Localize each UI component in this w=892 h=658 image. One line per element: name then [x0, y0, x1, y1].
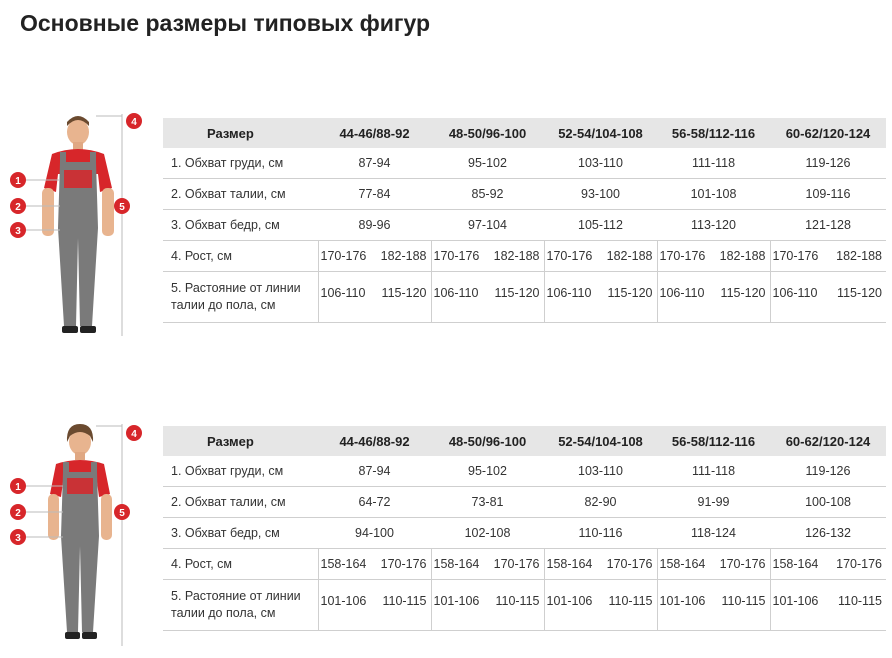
column-header-size-range: 56-58/112-116	[657, 118, 770, 148]
cell-value: 115-120	[607, 286, 653, 300]
female-figure-illustration	[0, 418, 160, 650]
cell-value: 106-110	[772, 286, 818, 300]
table-cell: 111-118	[657, 148, 770, 179]
table-cell: 89-96	[318, 210, 431, 241]
cell-value: 170-176	[320, 249, 367, 263]
column-header-size-range: 60-62/120-124	[770, 426, 886, 456]
cell-value: 182-188	[606, 249, 653, 263]
svg-text:3: 3	[15, 533, 21, 544]
cell-value: 115-120	[381, 286, 427, 300]
cell-value: 158-164	[772, 557, 819, 571]
cell-value: 170-176	[433, 249, 480, 263]
table-row	[163, 518, 886, 549]
cell-value: 101-106	[320, 594, 367, 608]
row-label: 3. Обхват бедр, см	[163, 518, 318, 549]
size-table-female	[163, 426, 886, 631]
table-cell	[657, 580, 770, 631]
table-cell: 111-118	[657, 456, 770, 487]
marker-2	[10, 198, 26, 214]
marker-1	[10, 478, 26, 494]
cell-value: 170-176	[659, 249, 706, 263]
table-cell	[318, 272, 431, 323]
table-row	[163, 179, 886, 210]
cell-value: 158-164	[320, 557, 367, 571]
table-cell: 82-90	[544, 487, 657, 518]
table-row	[163, 487, 886, 518]
row-label: 3. Обхват бедр, см	[163, 210, 318, 241]
table-cell: 103-110	[544, 456, 657, 487]
table-cell	[544, 272, 657, 323]
table-cell: 105-112	[544, 210, 657, 241]
table-row	[163, 210, 886, 241]
column-header-size-range: 52-54/104-108	[544, 118, 657, 148]
table-cell: 94-100	[318, 518, 431, 549]
svg-text:3: 3	[15, 226, 21, 237]
svg-text:4: 4	[131, 429, 137, 440]
table-cell: 87-94	[318, 148, 431, 179]
table-row	[163, 580, 886, 631]
row-label: 1. Обхват груди, см	[163, 456, 318, 487]
cell-value: 170-176	[493, 557, 540, 571]
table-cell: 121-128	[770, 210, 886, 241]
cell-value: 170-176	[380, 557, 427, 571]
table-cell: 77-84	[318, 179, 431, 210]
cell-value: 182-188	[493, 249, 540, 263]
table-cell: 118-124	[657, 518, 770, 549]
cell-value: 170-176	[719, 557, 766, 571]
page-title: Основные размеры типовых фигур	[20, 10, 431, 36]
column-header-size: Размер	[163, 426, 318, 456]
marker-5	[114, 504, 130, 520]
column-header-size-range: 56-58/112-116	[657, 426, 770, 456]
table-cell	[657, 272, 770, 323]
cell-value: 170-176	[836, 557, 882, 571]
svg-text:5: 5	[119, 202, 125, 213]
cell-value: 106-110	[433, 286, 479, 300]
table-cell: 109-116	[770, 179, 886, 210]
cell-value: 110-115	[608, 594, 653, 608]
table-cell: 87-94	[318, 456, 431, 487]
cell-value: 170-176	[772, 249, 819, 263]
column-header-size: Размер	[163, 118, 318, 148]
cell-value: 110-115	[721, 594, 766, 608]
table-cell	[431, 272, 544, 323]
svg-text:2: 2	[15, 202, 21, 213]
row-label: 5. Растояние от линии талии до пола, см	[163, 580, 318, 631]
table-cell: 95-102	[431, 456, 544, 487]
row-label: 5. Растояние от линии талии до пола, см	[163, 272, 318, 323]
table-cell: 102-108	[431, 518, 544, 549]
table-cell	[431, 241, 544, 272]
table-cell: 103-110	[544, 148, 657, 179]
cell-value: 170-176	[546, 249, 593, 263]
row-label: 2. Обхват талии, см	[163, 179, 318, 210]
table-cell: 113-120	[657, 210, 770, 241]
table-cell	[770, 272, 886, 323]
cell-value: 110-115	[495, 594, 540, 608]
table-cell	[657, 241, 770, 272]
svg-text:1: 1	[15, 176, 21, 187]
cell-value: 101-106	[772, 594, 819, 608]
column-header-size-range: 44-46/88-92	[318, 426, 431, 456]
column-header-size-range: 60-62/120-124	[770, 118, 886, 148]
male-figure-illustration	[0, 108, 160, 340]
marker-5	[114, 198, 130, 214]
marker-1	[10, 172, 26, 188]
cell-value: 115-120	[494, 286, 540, 300]
table-cell	[657, 549, 770, 580]
table-cell: 64-72	[318, 487, 431, 518]
table-cell: 110-116	[544, 518, 657, 549]
cell-value: 182-188	[836, 249, 882, 263]
cell-value: 110-115	[837, 594, 882, 608]
row-label: 4. Рост, см	[163, 549, 318, 580]
table-cell: 101-108	[657, 179, 770, 210]
table-row	[163, 272, 886, 323]
table-cell: 119-126	[770, 456, 886, 487]
table-cell: 91-99	[657, 487, 770, 518]
row-label: 4. Рост, см	[163, 241, 318, 272]
row-label: 1. Обхват груди, см	[163, 148, 318, 179]
table-cell: 73-81	[431, 487, 544, 518]
cell-value: 170-176	[606, 557, 653, 571]
table-cell	[770, 580, 886, 631]
table-cell: 100-108	[770, 487, 886, 518]
table-cell	[318, 549, 431, 580]
table-cell	[431, 549, 544, 580]
table-row	[163, 549, 886, 580]
svg-text:5: 5	[119, 508, 125, 519]
cell-value: 106-110	[659, 286, 705, 300]
cell-value: 101-106	[659, 594, 706, 608]
marker-3	[10, 222, 26, 238]
cell-value: 106-110	[320, 286, 366, 300]
table-cell: 95-102	[431, 148, 544, 179]
table-row	[163, 148, 886, 179]
cell-value: 182-188	[380, 249, 427, 263]
cell-value: 115-120	[837, 286, 882, 300]
svg-text:2: 2	[15, 508, 21, 519]
cell-value: 115-120	[720, 286, 766, 300]
cell-value: 158-164	[546, 557, 593, 571]
column-header-size-range: 52-54/104-108	[544, 426, 657, 456]
column-header-size-range: 48-50/96-100	[431, 118, 544, 148]
marker-2	[10, 504, 26, 520]
table-cell: 85-92	[431, 179, 544, 210]
table-row	[163, 456, 886, 487]
column-header-size-range: 48-50/96-100	[431, 426, 544, 456]
table-header-row	[163, 118, 886, 148]
table-cell	[318, 580, 431, 631]
table-cell	[544, 241, 657, 272]
table-cell	[318, 241, 431, 272]
column-header-size-range: 44-46/88-92	[318, 118, 431, 148]
table-cell: 97-104	[431, 210, 544, 241]
cell-value: 106-110	[546, 286, 592, 300]
svg-text:1: 1	[15, 482, 21, 493]
table-cell: 126-132	[770, 518, 886, 549]
table-cell	[770, 241, 886, 272]
svg-text:4: 4	[131, 117, 137, 128]
size-table-male	[163, 118, 886, 323]
table-cell: 93-100	[544, 179, 657, 210]
cell-value: 182-188	[719, 249, 766, 263]
table-row	[163, 241, 886, 272]
table-cell	[431, 580, 544, 631]
cell-value: 110-115	[382, 594, 427, 608]
cell-value: 158-164	[433, 557, 480, 571]
table-cell: 119-126	[770, 148, 886, 179]
marker-3	[10, 529, 26, 545]
cell-value: 101-106	[546, 594, 593, 608]
table-header-row	[163, 426, 886, 456]
marker-4	[126, 425, 142, 441]
row-label: 2. Обхват талии, см	[163, 487, 318, 518]
table-cell	[544, 549, 657, 580]
table-cell	[544, 580, 657, 631]
marker-4	[126, 113, 142, 129]
cell-value: 158-164	[659, 557, 706, 571]
cell-value: 101-106	[433, 594, 480, 608]
table-cell	[770, 549, 886, 580]
